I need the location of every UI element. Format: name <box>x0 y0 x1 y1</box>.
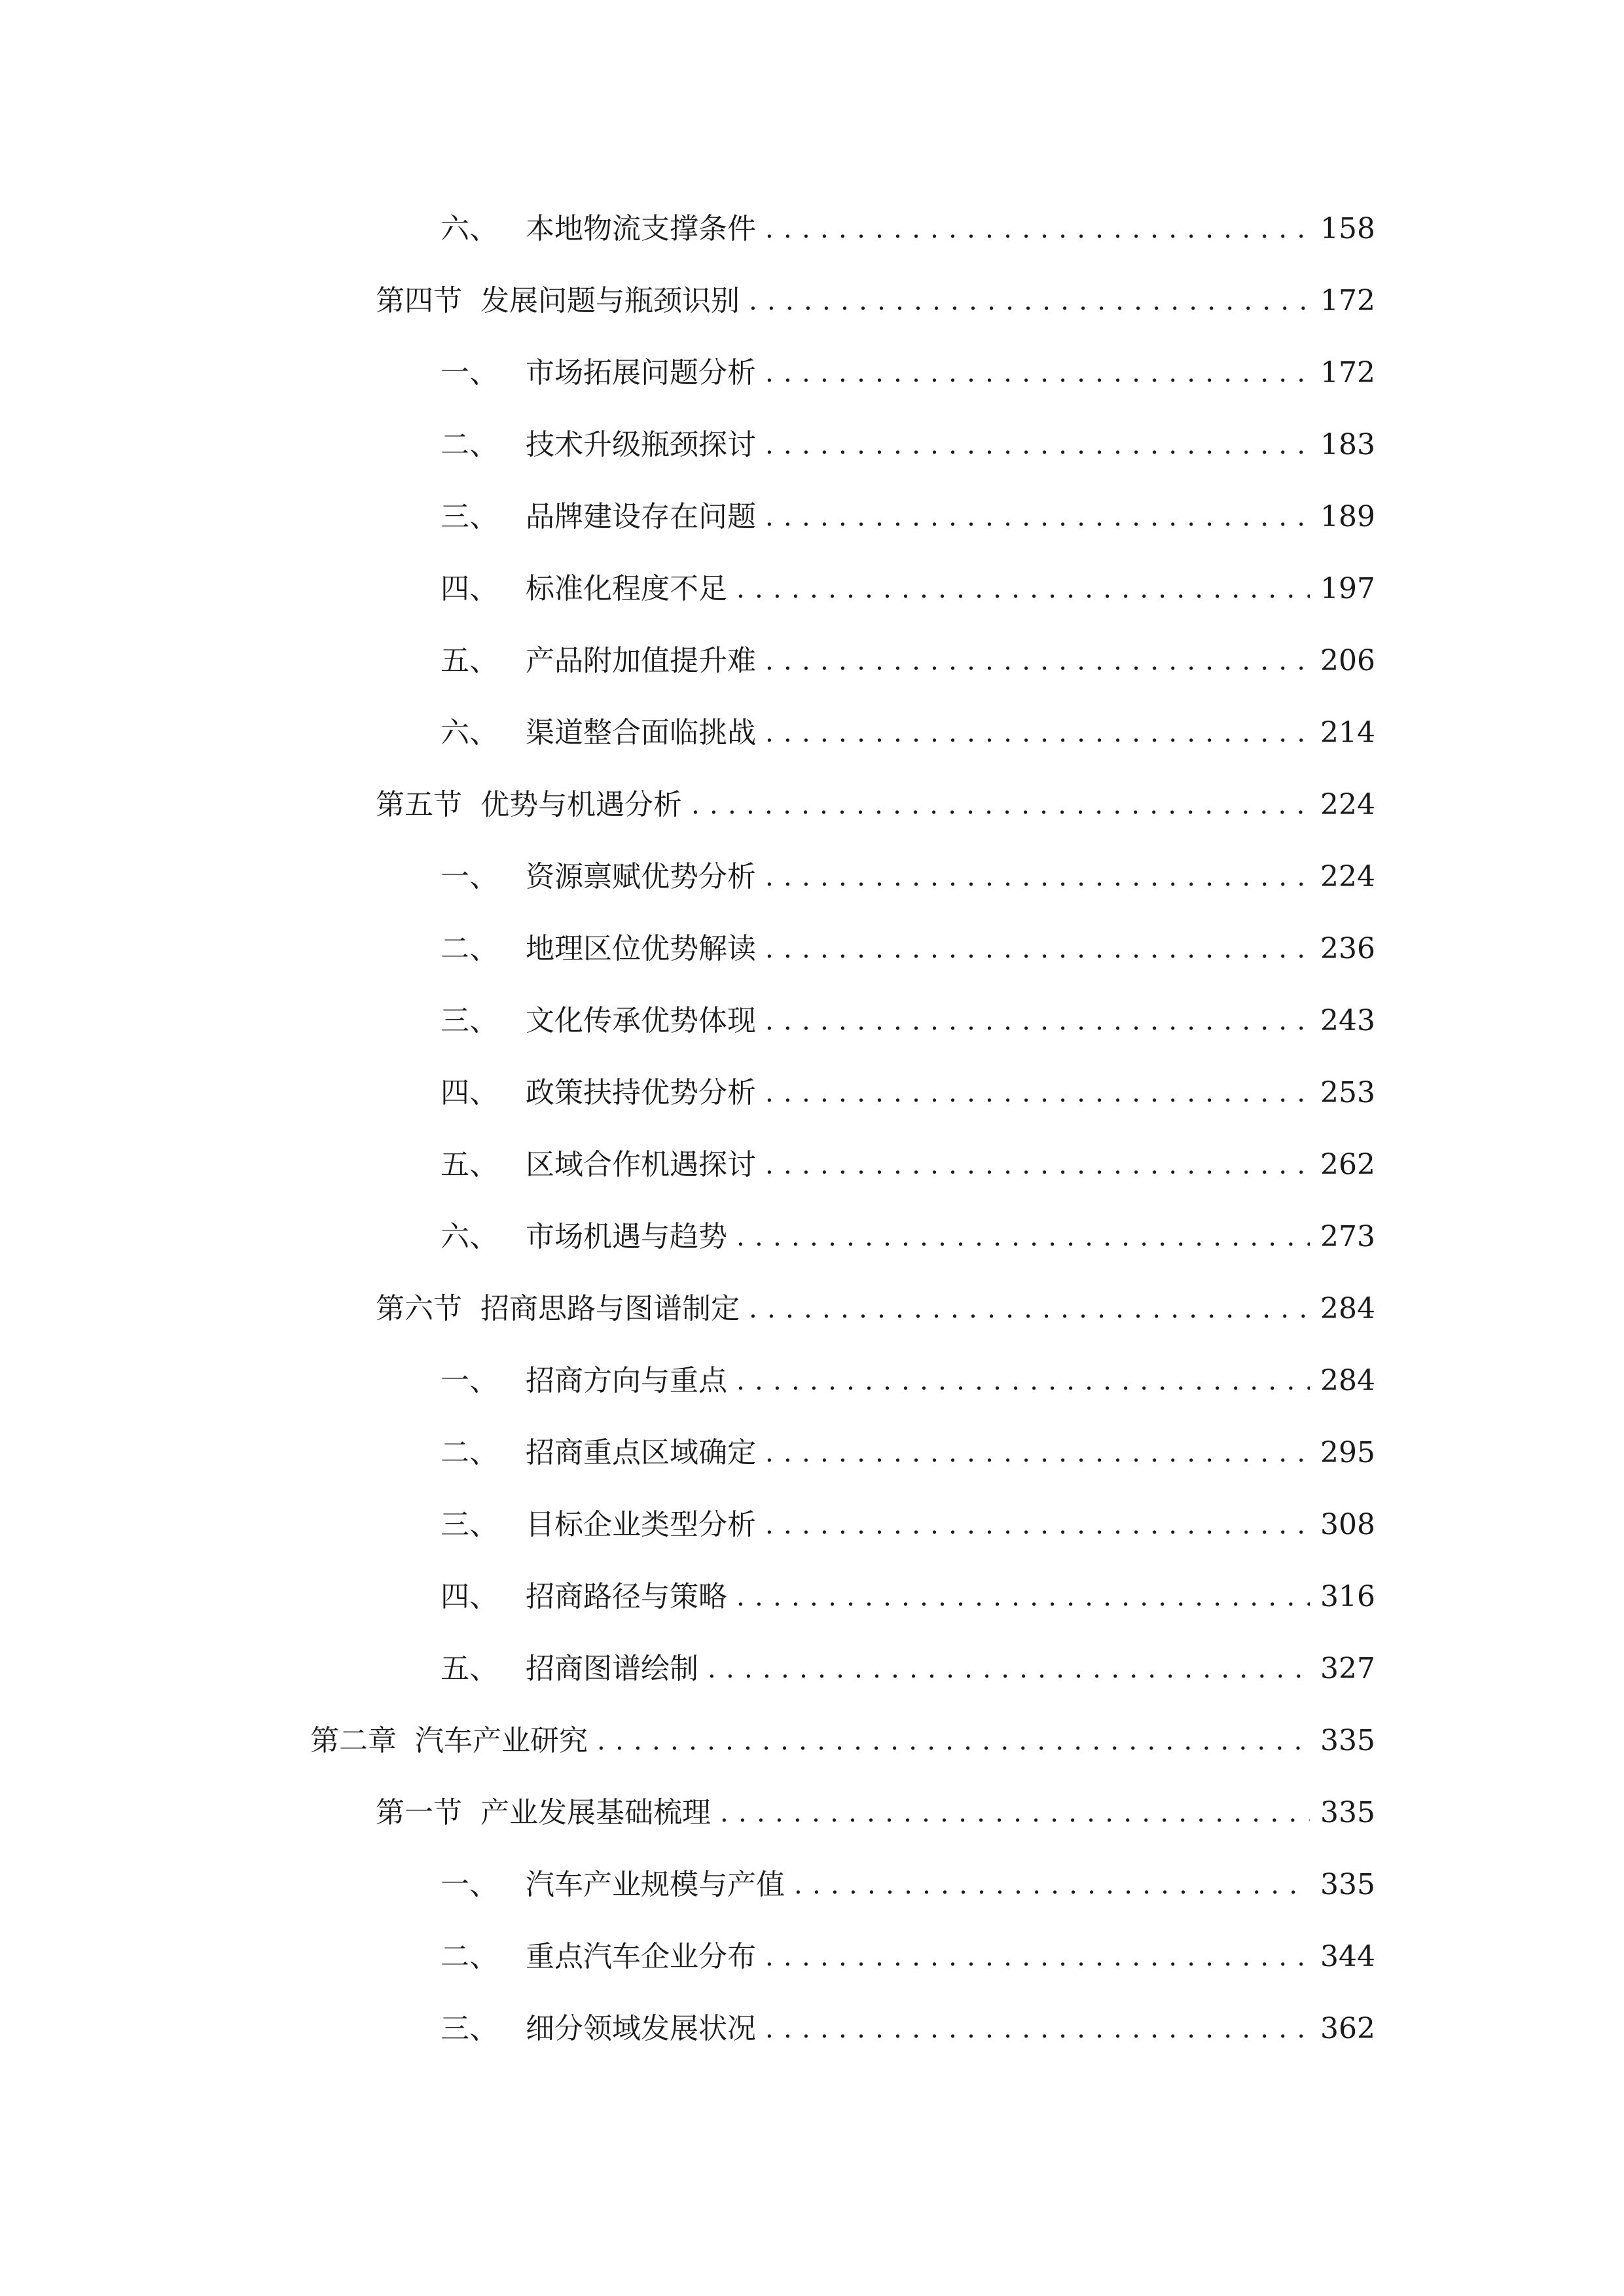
toc-entry[interactable] <box>441 1574 1375 1620</box>
toc-dot-leader <box>736 1574 1310 1620</box>
toc-dot-leader <box>765 1502 1310 1548</box>
toc-entry[interactable] <box>441 998 1375 1044</box>
toc-entry-number: 第四节 <box>376 284 462 317</box>
toc-entry[interactable] <box>441 2006 1375 2052</box>
toc-entry-page: 308 <box>1320 1508 1375 1541</box>
toc-entry[interactable] <box>441 1862 1375 1908</box>
toc-entry-page: 295 <box>1320 1436 1375 1469</box>
toc-entry-title: 招商路径与策略 <box>526 1580 727 1613</box>
toc-dot-leader <box>736 566 1310 612</box>
toc-entry-page: 236 <box>1320 932 1375 965</box>
toc-dot-leader <box>794 1862 1310 1908</box>
toc-entry-page: 224 <box>1320 788 1375 821</box>
toc-entry-title: 细分领域发展状况 <box>526 2012 756 2045</box>
toc-entry[interactable] <box>441 926 1375 972</box>
toc-entry[interactable] <box>441 1430 1375 1476</box>
toc-entry-number: 二、 <box>441 1436 498 1469</box>
toc-entry[interactable] <box>441 494 1375 540</box>
toc-dot-leader <box>765 494 1310 540</box>
toc-entry-title: 资源禀赋优势分析 <box>526 860 756 893</box>
toc-entry[interactable] <box>441 1502 1375 1548</box>
toc-entry-title: 招商思路与图谱制定 <box>480 1292 740 1325</box>
toc-entry-title: 汽车产业规模与产值 <box>526 1868 785 1901</box>
toc-entry-number: 六、 <box>441 212 498 245</box>
toc-entry-page: 284 <box>1320 1292 1375 1325</box>
toc-entry-title: 招商重点区域确定 <box>526 1436 756 1469</box>
toc-dot-leader <box>720 1790 1310 1836</box>
toc-dot-leader <box>597 1718 1310 1764</box>
toc-entry-page: 335 <box>1320 1724 1375 1757</box>
toc-entry[interactable] <box>441 854 1375 900</box>
toc-entry-title: 优势与机遇分析 <box>480 788 682 821</box>
toc-entry-page: 206 <box>1320 644 1375 677</box>
toc-entry-title: 市场拓展问题分析 <box>526 356 756 389</box>
toc-entry-page: 262 <box>1320 1148 1375 1181</box>
toc-dot-leader <box>765 638 1310 684</box>
toc-entry-title: 发展问题与瓶颈识别 <box>480 284 740 317</box>
toc-entry-number: 三、 <box>441 1508 498 1541</box>
toc-entry[interactable] <box>441 1070 1375 1116</box>
toc-entry-number: 一、 <box>441 1364 498 1397</box>
toc-entry-page: 172 <box>1320 356 1375 389</box>
toc-entry[interactable] <box>376 1790 1375 1836</box>
toc-entry-number: 一、 <box>441 860 498 893</box>
toc-entry[interactable] <box>441 1214 1375 1260</box>
toc-dot-leader <box>736 1214 1310 1260</box>
toc-entry[interactable] <box>310 1718 1375 1764</box>
toc-entry-number: 二、 <box>441 428 498 461</box>
toc-entry-number: 四、 <box>441 572 498 605</box>
toc-entry-page: 273 <box>1320 1220 1375 1253</box>
toc-dot-leader <box>765 1430 1310 1476</box>
toc-entry-title: 文化传承优势体现 <box>526 1004 756 1037</box>
toc-entry-number: 三、 <box>441 500 498 533</box>
toc-entry-number: 四、 <box>441 1580 498 1613</box>
toc-entry[interactable] <box>376 1286 1375 1332</box>
toc-entry-number: 第五节 <box>376 788 462 821</box>
toc-entry-title: 重点汽车企业分布 <box>526 1940 756 1973</box>
toc-dot-leader <box>765 2006 1310 2052</box>
toc-dot-leader <box>749 1286 1310 1332</box>
toc-entry-number: 第二章 <box>310 1724 397 1757</box>
toc-entry-page: 243 <box>1320 1004 1375 1037</box>
toc-entry-number: 六、 <box>441 1220 498 1253</box>
toc-entry-page: 189 <box>1320 500 1375 533</box>
toc-dot-leader <box>765 1934 1310 1980</box>
toc-entry[interactable] <box>441 350 1375 396</box>
toc-entry-title: 标准化程度不足 <box>526 572 727 605</box>
toc-entry-title: 产品附加值提升难 <box>526 644 756 677</box>
toc-entry[interactable] <box>441 1358 1375 1404</box>
toc-dot-leader <box>736 1358 1310 1404</box>
toc-entry[interactable] <box>441 1142 1375 1188</box>
toc-entry-page: 316 <box>1320 1580 1375 1613</box>
toc-entry-title: 区域合作机遇探讨 <box>526 1148 756 1181</box>
toc-entry-number: 第六节 <box>376 1292 462 1325</box>
toc-entry-title: 产业发展基础梳理 <box>480 1796 711 1829</box>
toc-entry-number: 六、 <box>441 716 498 749</box>
toc-entry-number: 第一节 <box>376 1796 462 1829</box>
toc-entry-title: 技术升级瓶颈探讨 <box>526 428 756 461</box>
toc-entry-number: 三、 <box>441 2012 498 2045</box>
toc-entry-page: 224 <box>1320 860 1375 893</box>
toc-entry-title: 本地物流支撑条件 <box>526 212 756 245</box>
toc-entry-number: 一、 <box>441 356 498 389</box>
toc-entry-page: 197 <box>1320 572 1375 605</box>
toc-entry-number: 二、 <box>441 932 498 965</box>
toc-entry-number: 五、 <box>441 1148 498 1181</box>
toc-entry[interactable] <box>441 422 1375 468</box>
toc-entry-page: 362 <box>1320 2012 1375 2045</box>
toc-dot-leader <box>708 1646 1310 1692</box>
toc-dot-leader <box>765 854 1310 900</box>
toc-dot-leader <box>691 782 1310 828</box>
toc-entry[interactable] <box>441 1934 1375 1980</box>
toc-entry-number: 三、 <box>441 1004 498 1037</box>
toc-entry-number: 五、 <box>441 1652 498 1685</box>
toc-dot-leader <box>765 350 1310 396</box>
toc-entry-title: 地理区位优势解读 <box>526 932 756 965</box>
toc-entry-page: 344 <box>1320 1940 1375 1973</box>
toc-entry-title: 品牌建设存在问题 <box>526 500 756 533</box>
toc-dot-leader <box>765 926 1310 972</box>
toc-entry-page: 284 <box>1320 1364 1375 1397</box>
toc-entry-number: 一、 <box>441 1868 498 1901</box>
toc-entry-page: 253 <box>1320 1076 1375 1109</box>
toc-entry[interactable] <box>441 638 1375 684</box>
toc-entry-page: 172 <box>1320 284 1375 317</box>
toc-entry[interactable] <box>376 782 1375 828</box>
toc-entry-number: 五、 <box>441 644 498 677</box>
toc-entry-title: 招商图谱绘制 <box>526 1652 698 1685</box>
toc-entry-page: 158 <box>1320 212 1375 245</box>
toc-dot-leader <box>749 278 1310 324</box>
toc-entry[interactable] <box>441 206 1375 252</box>
toc-entry[interactable] <box>441 710 1375 756</box>
toc-entry[interactable] <box>376 278 1375 324</box>
toc-entry-number: 二、 <box>441 1940 498 1973</box>
toc-entry-title: 汽车产业研究 <box>415 1724 588 1757</box>
toc-entry-page: 335 <box>1320 1796 1375 1829</box>
toc-dot-leader <box>765 1070 1310 1116</box>
toc-entry-title: 招商方向与重点 <box>526 1364 727 1397</box>
toc-entry[interactable] <box>441 1646 1375 1692</box>
toc-entry[interactable] <box>441 566 1375 612</box>
toc-entry-title: 渠道整合面临挑战 <box>526 716 756 749</box>
toc-dot-leader <box>765 206 1310 252</box>
toc-entry-page: 327 <box>1320 1652 1375 1685</box>
toc-entry-page: 214 <box>1320 716 1375 749</box>
toc-entry-title: 目标企业类型分析 <box>526 1508 756 1541</box>
toc-entry-number: 四、 <box>441 1076 498 1109</box>
toc-entry-title: 市场机遇与趋势 <box>526 1220 727 1253</box>
toc-dot-leader <box>765 710 1310 756</box>
toc-entry-page: 335 <box>1320 1868 1375 1901</box>
toc-dot-leader <box>765 998 1310 1044</box>
toc-entry-title: 政策扶持优势分析 <box>526 1076 756 1109</box>
toc-dot-leader <box>765 422 1310 468</box>
toc-dot-leader <box>765 1142 1310 1188</box>
toc-entry-page: 183 <box>1320 428 1375 461</box>
